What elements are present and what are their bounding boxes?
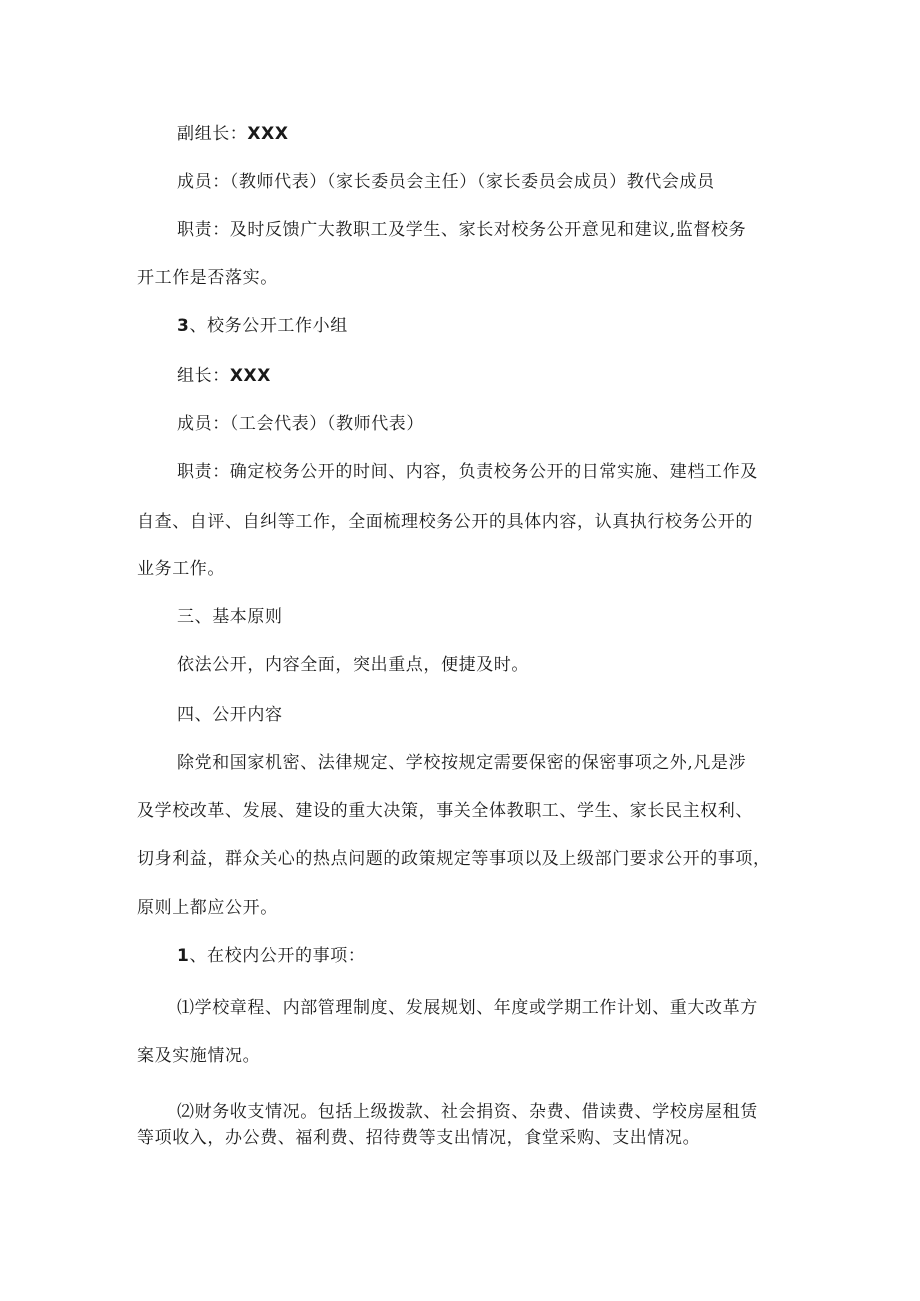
content-paragraph-line-4: 原则上都应公开。: [137, 898, 278, 918]
item-1-line-2: 案及实施情况。: [137, 1046, 261, 1066]
subsection-1-heading: [177, 945, 365, 967]
item-1-line-1: ⑴学校章程、内部管理制度、发展规划、年度或学期工作计划、重大改革方: [177, 998, 758, 1018]
principles-text: 依法公开，内容全面，突出重点，便捷及时。: [177, 655, 529, 675]
section-3-number: 3: [177, 316, 190, 336]
members-line-1: 成员：（教师代表）（家长委员会主任）（家长委员会成员）教代会成员: [177, 172, 715, 192]
subsection-1-title: 、在校内公开的事项：: [189, 946, 366, 966]
content-paragraph-line-2: 及学校改革、发展、建设的重大决策，事关全体教职工、学生、家长民主权利、: [137, 801, 753, 821]
section-3-title: 、校务公开工作小组: [189, 316, 348, 336]
heading-public-content: 四、公开内容: [177, 705, 283, 725]
heading-basic-principles: 三、基本原则: [177, 607, 283, 627]
subsection-1-number: 1: [177, 946, 190, 966]
members-line-2: 成员：（工会代表）（教师代表）: [177, 414, 424, 434]
duty-line-2-cont-a: 自查、自评、自纠等工作，全面梳理校务公开的具体内容，认真执行校务公开的: [137, 512, 753, 532]
deputy-leader-line: [177, 123, 289, 145]
section-3-heading: [177, 315, 348, 337]
leader-label: 组长：: [177, 366, 230, 386]
leader-line: [177, 365, 271, 387]
duty-line-2-cont-b: 业务工作。: [137, 559, 225, 579]
deputy-leader-value: XXX: [247, 124, 289, 144]
content-paragraph-line-3: 切身利益，群众关心的热点问题的政策规定等事项以及上级部门要求公开的事项，: [137, 849, 771, 869]
item-2-line-2: 等项收入，办公费、福利费、招待费等支出情况，食堂采购、支出情况。: [137, 1128, 701, 1148]
leader-value: XXX: [229, 366, 271, 386]
item-2-line-1: ⑵财务收支情况。包括上级拨款、社会捐资、杂费、借读费、学校房屋租赁: [177, 1102, 758, 1122]
duty-line-2: 职责：确定校务公开的时间、内容，负责校务公开的日常实施、建档工作及: [177, 462, 758, 482]
content-paragraph-line-1: 除党和国家机密、法律规定、学校按规定需要保密的保密事项之外,凡是涉: [177, 753, 747, 773]
duty-line-1: 职责：及时反馈广大教职工及学生、家长对校务公开意见和建议,监督校务: [177, 220, 747, 240]
duty-line-1-cont: 开工作是否落实。: [137, 268, 278, 288]
deputy-leader-label: 副组长：: [177, 124, 248, 144]
